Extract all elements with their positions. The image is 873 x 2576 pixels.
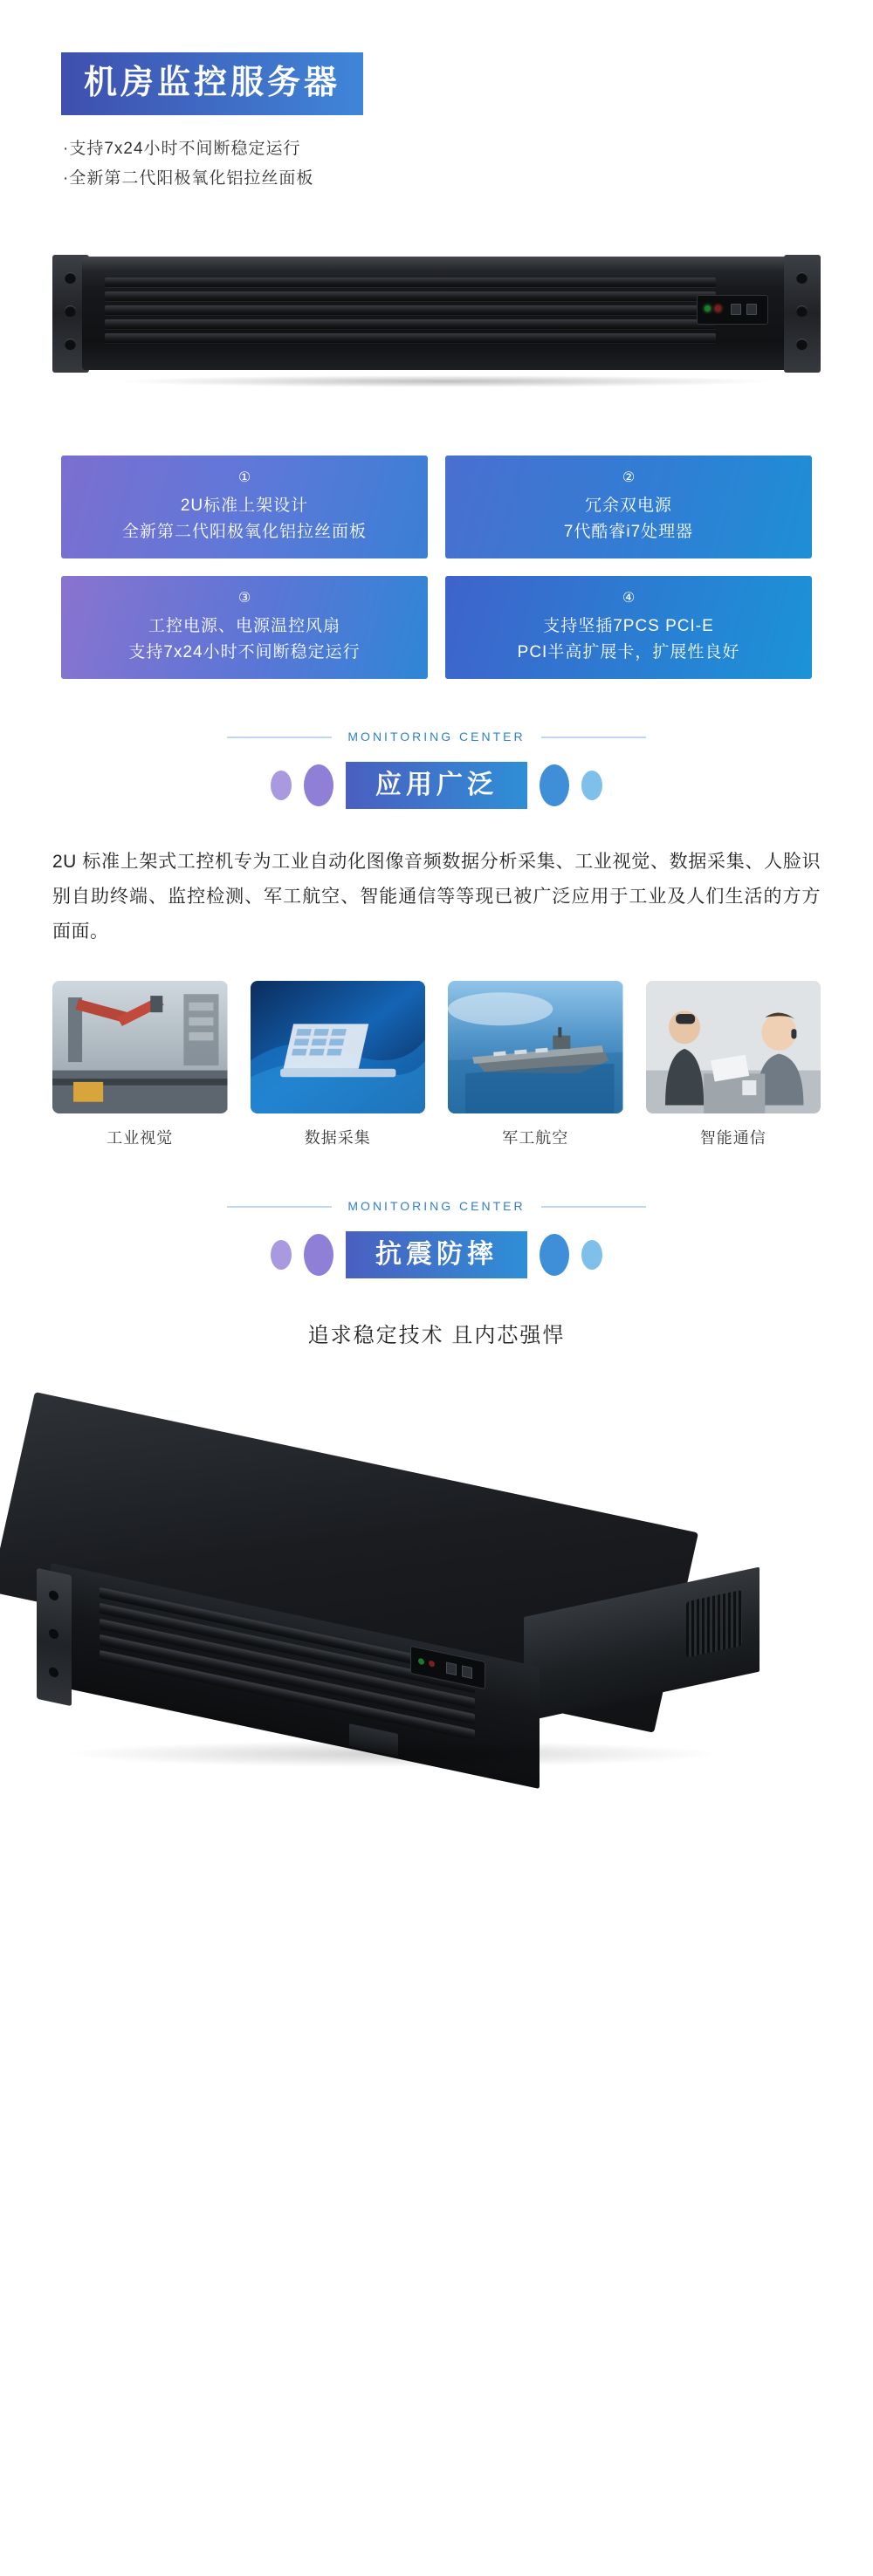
decorative-dot-icon [540,1234,569,1276]
feature-line-1: 冗余双电源 [584,497,672,515]
hero-bullet: ·支持7x24小时不间断稳定运行 [63,140,301,158]
decorative-dot-icon [581,1240,602,1270]
feature-line-2: 全新第二代阳极氧化铝拉丝面板 [121,523,367,541]
rack-hole-icon [49,1667,58,1678]
feature-grid [61,456,812,679]
data-collection-thumbnail [251,981,426,1113]
rack-hole-icon [65,272,76,284]
decorative-dot-icon [304,764,333,806]
application-caption: 数据采集 [304,1129,371,1147]
feature-line-2: PCI半高扩展卡，扩展性良好 [517,643,740,661]
rack-ear-right-icon [784,255,821,373]
application-item [251,981,426,1148]
business-meeting-photo-icon [646,981,821,1113]
chassis-fin [105,291,716,301]
chassis-fin [105,333,716,343]
server-front-illustration [52,255,821,373]
section-title: 应用广泛 [346,762,527,809]
product-shadow [70,1741,716,1767]
rack-hole-icon [49,1590,58,1601]
power-led-icon [418,1658,424,1665]
usb-port-icon [462,1665,472,1679]
applications-section [0,730,873,1148]
rack-ear-left-icon [37,1568,72,1707]
front-io-panel [697,295,768,325]
chassis-fin [105,305,716,315]
rack-hole-icon [796,305,808,317]
hero-bullet: ·全新第二代阳极氧化铝拉丝面板 [63,169,314,188]
server-chassis [82,257,791,370]
product-angle-image [0,1374,873,1828]
section-title-row [0,757,873,813]
feature-line-2: 7代酷睿i7处理器 [563,523,694,541]
rack-hole-icon [796,339,808,350]
decorative-dot-icon [271,771,292,800]
rack-hole-icon [65,339,76,350]
feature-number: ① [237,470,251,485]
section-eyebrow: MONITORING CENTER [332,1199,540,1213]
rack-hole-icon [65,305,76,317]
section-header-applications [0,730,873,813]
chassis-fins [105,277,716,354]
feature-line-1: 工控电源、电源温控风扇 [148,617,340,635]
product-front-image [0,246,873,421]
rack-hole-icon [49,1628,58,1640]
data-laptop-photo-icon [251,981,426,1113]
feature-card [445,576,812,679]
hero-section [0,0,873,194]
hdd-led-icon [429,1660,435,1667]
chassis-bevel [82,257,791,271]
hero-title-wrap [61,52,363,115]
hero-bullet-list [63,134,873,194]
decorative-dot-icon [540,764,569,806]
applications-paragraph: 2U 标准上架式工控机专为工业自动化图像音频数据分析采集、工业视觉、数据采集、人脸识别自助终端、监控检测、军工航空、智能通信等等现已被广泛应用于工业及人们生活的方方面面。 [52,852,821,942]
decorative-dot-icon [271,1240,292,1270]
power-led-icon [705,305,711,312]
feature-number: ③ [237,591,251,606]
product-shadow [113,375,777,387]
robot-arm-photo-icon [52,981,228,1113]
application-item [52,981,228,1148]
usb-port-icon [731,304,741,315]
section-title: 抗震防摔 [346,1231,527,1278]
feature-line-2: 支持7x24小时不间断稳定运行 [128,643,361,661]
feature-card [445,456,812,558]
decorative-dot-icon [581,771,602,800]
decorative-dot-icon [304,1234,333,1276]
application-item [448,981,623,1148]
military-aviation-thumbnail [448,981,623,1113]
section-title-row [0,1227,873,1283]
feature-line-1: 支持坚插7PCS PCI-E [543,617,714,635]
usb-port-icon [446,1662,457,1676]
section-eyebrow: MONITORING CENTER [332,730,540,743]
server-angle-illustration [35,1392,838,1767]
chassis-fin [105,277,716,287]
usb-port-icon [746,304,757,315]
application-item [646,981,821,1148]
feature-card [61,456,428,558]
feature-card [61,576,428,679]
application-thumbnail-grid [52,981,821,1148]
application-caption: 工业视觉 [107,1129,174,1147]
shock-tagline: 追求稳定技术 且内芯强悍 [307,1324,566,1347]
application-caption: 智能通信 [699,1129,766,1147]
feature-number: ② [622,470,636,485]
application-caption: 军工航空 [502,1129,569,1147]
shock-resistant-section [0,1199,873,1828]
industrial-vision-thumbnail [52,981,228,1113]
section-header-shock [0,1199,873,1283]
vent-grille-icon [686,1590,742,1658]
rack-hole-icon [796,272,808,284]
page-title: 机房监控服务器 [61,52,363,115]
hdd-led-icon [715,305,721,312]
feature-line-1: 2U标准上架设计 [180,497,309,515]
aircraft-carrier-photo-icon [448,981,623,1113]
chassis-fin [105,319,716,329]
feature-number: ④ [622,591,636,606]
smart-communication-thumbnail [646,981,821,1113]
